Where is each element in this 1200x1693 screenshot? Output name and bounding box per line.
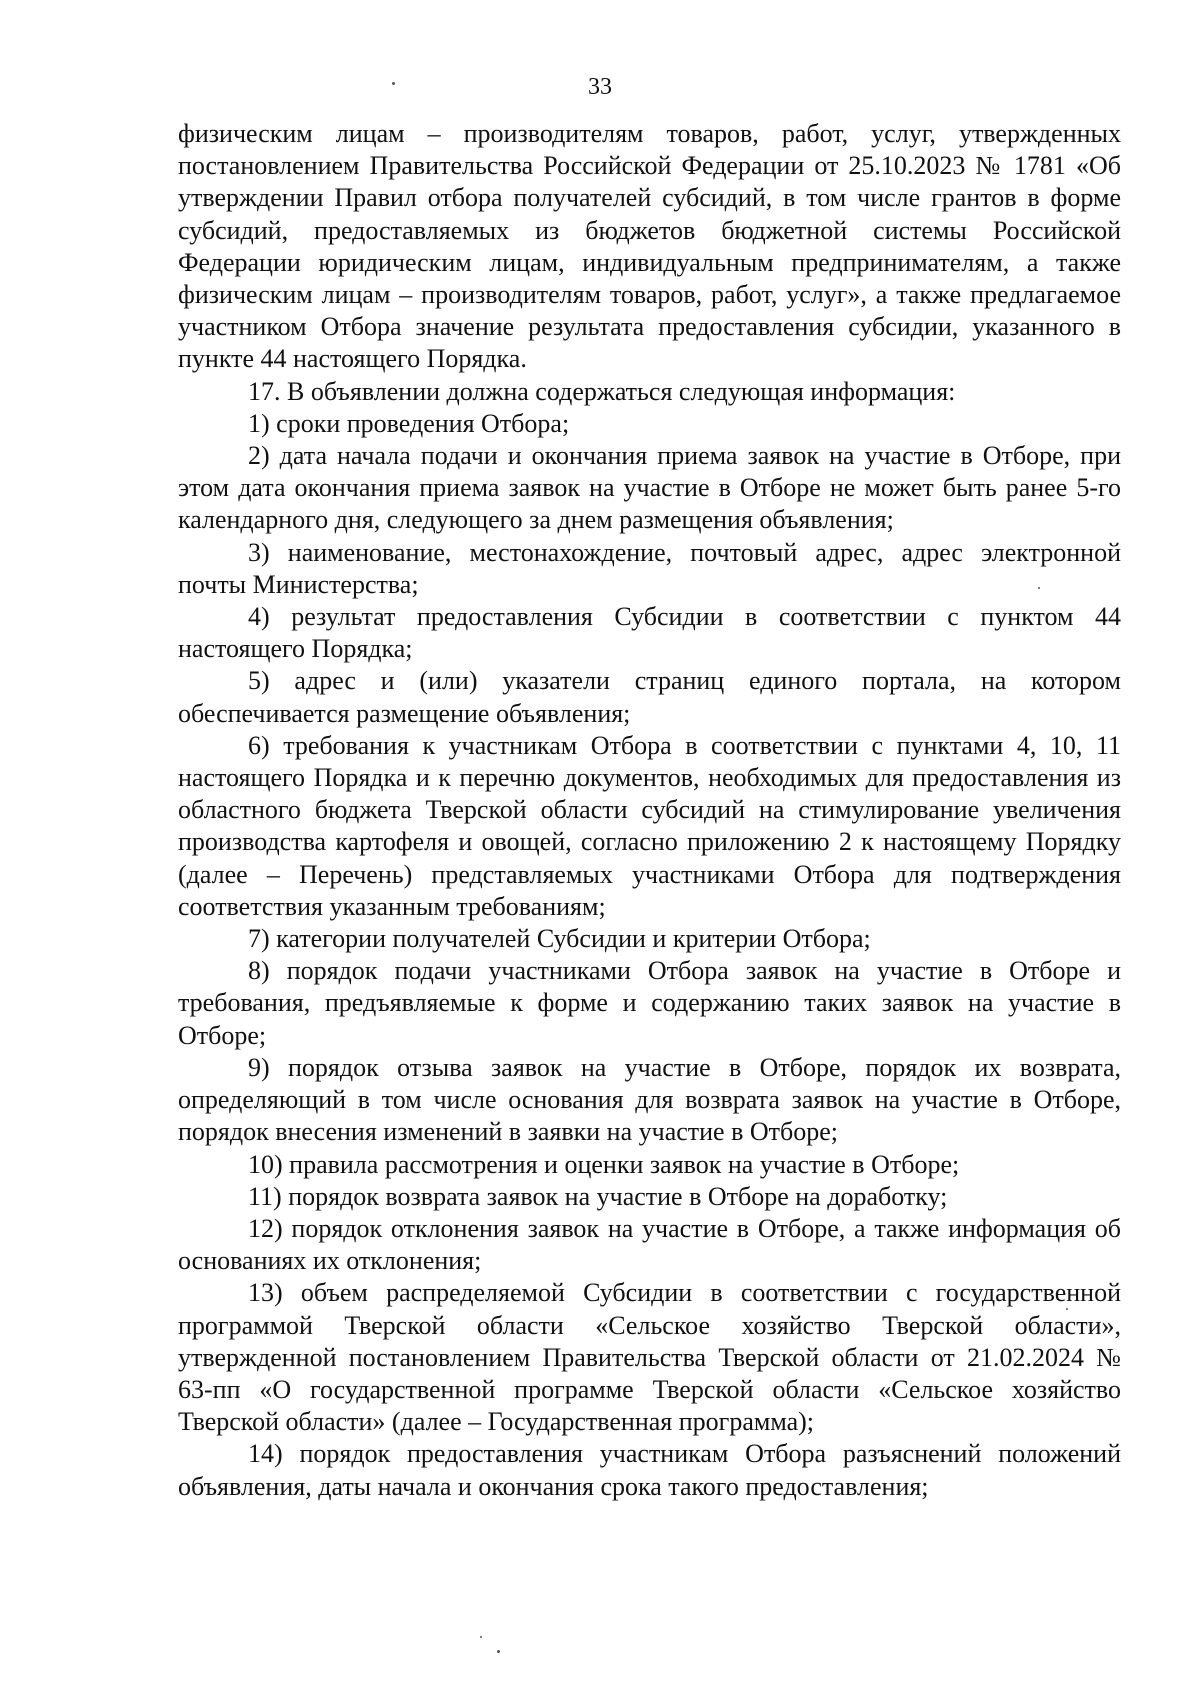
page-number: 33: [588, 74, 612, 100]
list-item-13: 13) объем распределяемой Субсидии в соответствии с государственной программой Тверской области «Сельское хозяйство Тверской области», утвержденной постановлением Правительства Тверской области от 21.02.2024 № 63-пп «О государственной программе Тверской области «Сельское хозяйство Тверской области» (далее – Государственная программа);: [178, 1278, 1121, 1437]
list-item-12: 12) порядок отклонения заявок на участие в Отборе, а также информация об основаниях их отклонения;: [178, 1213, 1121, 1276]
list-item-9: 9) порядок отзыва заявок на участие в Отборе, порядок их возврата, определяющий в том числе основания для возврата заявок на участие в Отборе, порядок внесения изменений в заявки на участие в Отборе;: [178, 1052, 1121, 1147]
scan-speck: [480, 1636, 482, 1638]
list-item-5: 5) адрес и (или) указатели страниц единого портала, на котором обеспечивается размещение объявления;: [178, 666, 1121, 728]
list-item-1: 1) сроки проведения Отбора;: [248, 408, 570, 438]
list-item-2: 2) дата начала подачи и окончания приема заявок на участие в Отборе, при этом дата окончания приема заявок на участие в Отборе не может быть ранее 5-го календарного дня, следующего за днем размещения объявления;: [178, 441, 1121, 535]
scan-speck: [497, 1650, 500, 1653]
list-item-10: 10) правила рассмотрения и оценки заявок на участие в Отборе;: [248, 1149, 960, 1179]
paragraph-item-17: 17. В объявлении должна содержаться следующая информация:: [248, 376, 956, 406]
list-item-11: 11) порядок возврата заявок на участие в Отборе на доработку;: [248, 1181, 948, 1211]
list-item-3: 3) наименование, местонахождение, почтовый адрес, адрес электронной почты Министерства;: [178, 537, 1121, 599]
paragraph-continuation: физическим лицам – производителям товаров, работ, услуг, утвержденных постановлением Правительства Российской Федерации от 25.10.2023 № 1781 «Об утверждении Правил отбора получателей субсидий, в том числе грантов в форме субсидий, предоставляемых из бюджетов бюджетной системы Российской Федерации юридическим лицам, индивидуальным предпринимателям, а также физическим лицам – производителям товаров, работ, услуг», а также предлагаемое участником Отбора значение результата предоставления субсидии, указанного в пункте 44 настоящего Порядка.: [178, 119, 1121, 374]
list-item-4: 4) результат предоставления Субсидии в соответствии с пунктом 44 настоящего Порядка;: [178, 602, 1121, 664]
list-item-7: 7) категории получателей Субсидии и критерии Отбора;: [248, 924, 871, 954]
list-item-6: 6) требования к участникам Отбора в соответствии с пунктами 4, 10, 11 настоящего Порядка и к перечню документов, необходимых для предоставления из областного бюджета Тверской области субсидий на стимулирование увеличения производства картофеля и овощей, согласно приложению 2 к настоящему Порядку (далее – Перечень) представляемых участниками Отбора для подтверждения соответствия указанным требованиям;: [178, 730, 1121, 921]
scan-speck: [392, 82, 395, 85]
list-item-14: 14) порядок предоставления участникам Отбора разъяснений положений объявления, даты начала и окончания срока такого предоставления;: [178, 1439, 1121, 1501]
list-item-8: 8) порядок подачи участниками Отбора заявок на участие в Отборе и требования, предъявляемые к форме и содержанию таких заявок на участие в Отборе;: [178, 956, 1121, 1050]
document-body: [178, 118, 1121, 1503]
scan-speck: [1038, 587, 1040, 589]
scan-speck: [1066, 1308, 1068, 1310]
